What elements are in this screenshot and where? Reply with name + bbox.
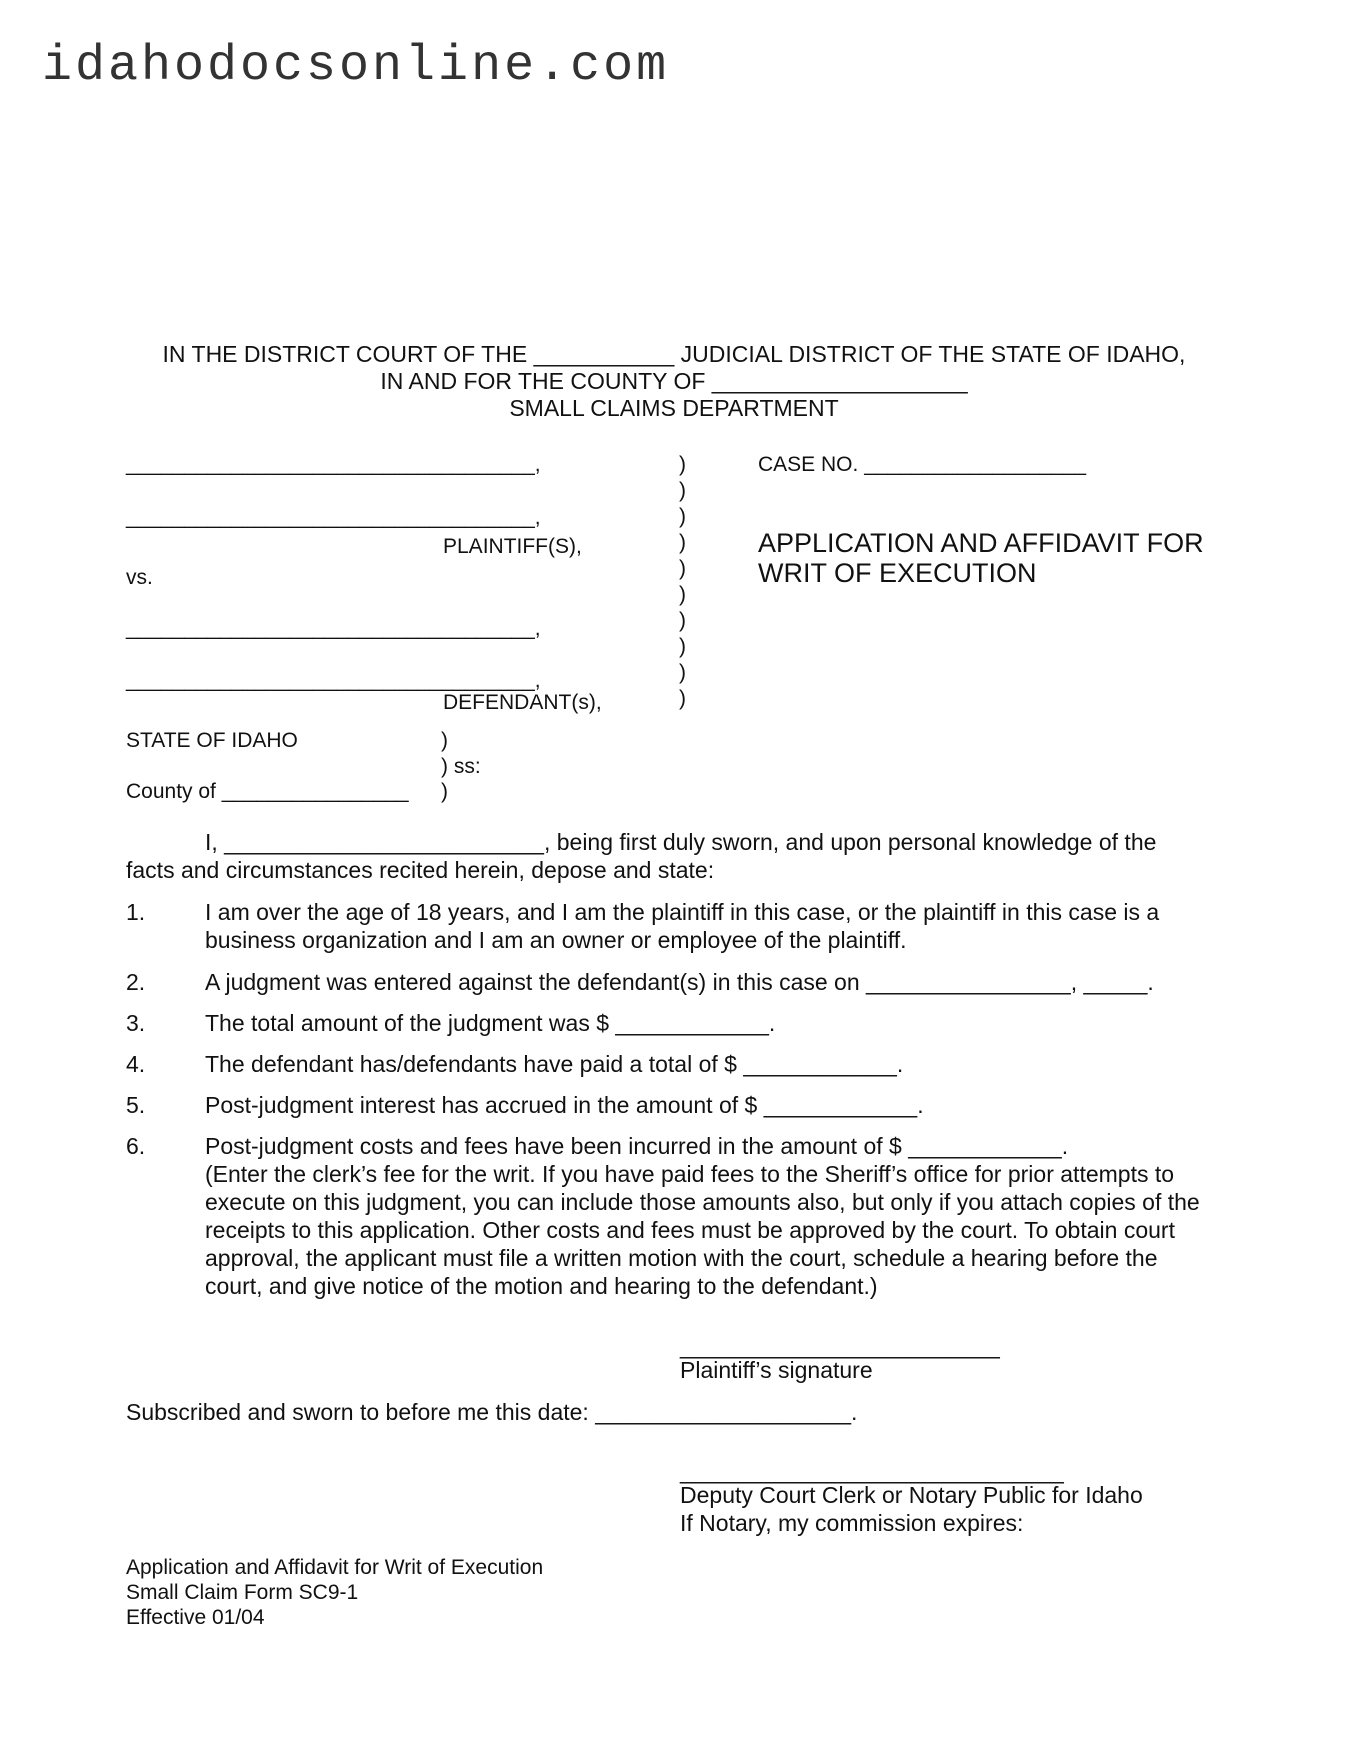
plaintiff-name-line-2: ___________________________________, — [126, 506, 541, 529]
caption-paren-column: ) ) ) ) ) ) ) ) ) ) — [679, 453, 686, 710]
item-number: 4. — [126, 1051, 146, 1077]
venue-county: County of ________________ — [126, 780, 409, 803]
document-title-line1: APPLICATION AND AFFIDAVIT FOR — [758, 528, 1204, 558]
defendant-label: DEFENDANT(s), — [443, 691, 602, 714]
item-number: 2. — [126, 969, 146, 995]
sworn-statement: Subscribed and sworn to before me this date: ____________________. — [126, 1399, 858, 1425]
affiant-intro-line2: facts and circumstances recited herein, depose and state: — [126, 857, 715, 883]
item-2-text: A judgment was entered against the defendant(s) in this case on ________________, _____. — [205, 969, 1154, 995]
watermark: idahodocsonline.com — [42, 38, 670, 95]
document-title-line2: WRIT OF EXECUTION — [758, 558, 1037, 588]
item-4-text: The defendant has/defendants have paid a total of $ ____________. — [205, 1051, 904, 1077]
signature-line: _________________________ — [680, 1333, 1000, 1359]
venue-state: STATE OF IDAHO — [126, 729, 298, 752]
plaintiff-label: PLAINTIFF(S), — [443, 535, 582, 558]
defendant-name-line-1: ___________________________________, — [126, 617, 541, 640]
footer-form-number: Small Claim Form SC9-1 — [126, 1581, 359, 1604]
defendant-name-line-2: ___________________________________, — [126, 669, 541, 692]
venue-paren-ss: ) ss: — [441, 755, 481, 778]
affiant-intro-line1: I, _________________________, being first duly sworn, and upon personal knowledge of the — [205, 829, 1157, 855]
case-number: CASE NO. ___________________ — [758, 453, 1087, 476]
notary-commission: If Notary, my commission expires: — [680, 1510, 1024, 1536]
item-number: 5. — [126, 1092, 146, 1118]
item-number: 3. — [126, 1010, 146, 1036]
footer-form-title: Application and Affidavit for Writ of Execution — [126, 1556, 544, 1579]
item-3-text: The total amount of the judgment was $ ____________. — [205, 1010, 776, 1036]
court-header-line2: IN AND FOR THE COUNTY OF ____________________ — [380, 368, 968, 394]
item-6-note: (Enter the clerk’s fee for the writ. If you have paid fees to the Sheriff’s office for prior attempts to execute on this judgment, you can include those amounts also, but only if you attach copies of the receipts to this application. Other costs and fees must be approved by the court. To obtain court approval, the applicant must file a written motion with the court, schedule a hearing before the court, and give notice of the motion and hearing to the defendant.) — [205, 1161, 1200, 1299]
item-1-line1: I am over the age of 18 years, and I am the plaintiff in this case, or the plaintiff in this case is a — [205, 899, 1160, 925]
item-5-text: Post-judgment interest has accrued in the amount of $ ____________. — [205, 1092, 924, 1118]
clerk-label: Deputy Court Clerk or Notary Public for Idaho — [680, 1482, 1143, 1508]
item-number: 6. — [126, 1133, 146, 1159]
signature-label: Plaintiff’s signature — [680, 1357, 873, 1383]
venue-paren-3: ) — [441, 780, 448, 803]
item-1-line2: business organization and I am an owner or employee of the plaintiff. — [205, 927, 907, 953]
court-header-line3: SMALL CLAIMS DEPARTMENT — [509, 395, 839, 421]
plaintiff-name-line-1: ___________________________________, — [126, 453, 541, 476]
clerk-signature-line: ______________________________ — [680, 1458, 1064, 1484]
footer-effective-date: Effective 01/04 — [126, 1606, 265, 1629]
item-number: 1. — [126, 899, 146, 925]
court-header-line1: IN THE DISTRICT COURT OF THE ___________ JUDICIAL DISTRICT OF THE STATE OF IDAHO, — [162, 341, 1186, 367]
venue-paren-1: ) — [441, 729, 448, 752]
item-6-text: Post-judgment costs and fees have been incurred in the amount of $ ____________. — [205, 1133, 1069, 1159]
versus-label: vs. — [126, 566, 153, 589]
